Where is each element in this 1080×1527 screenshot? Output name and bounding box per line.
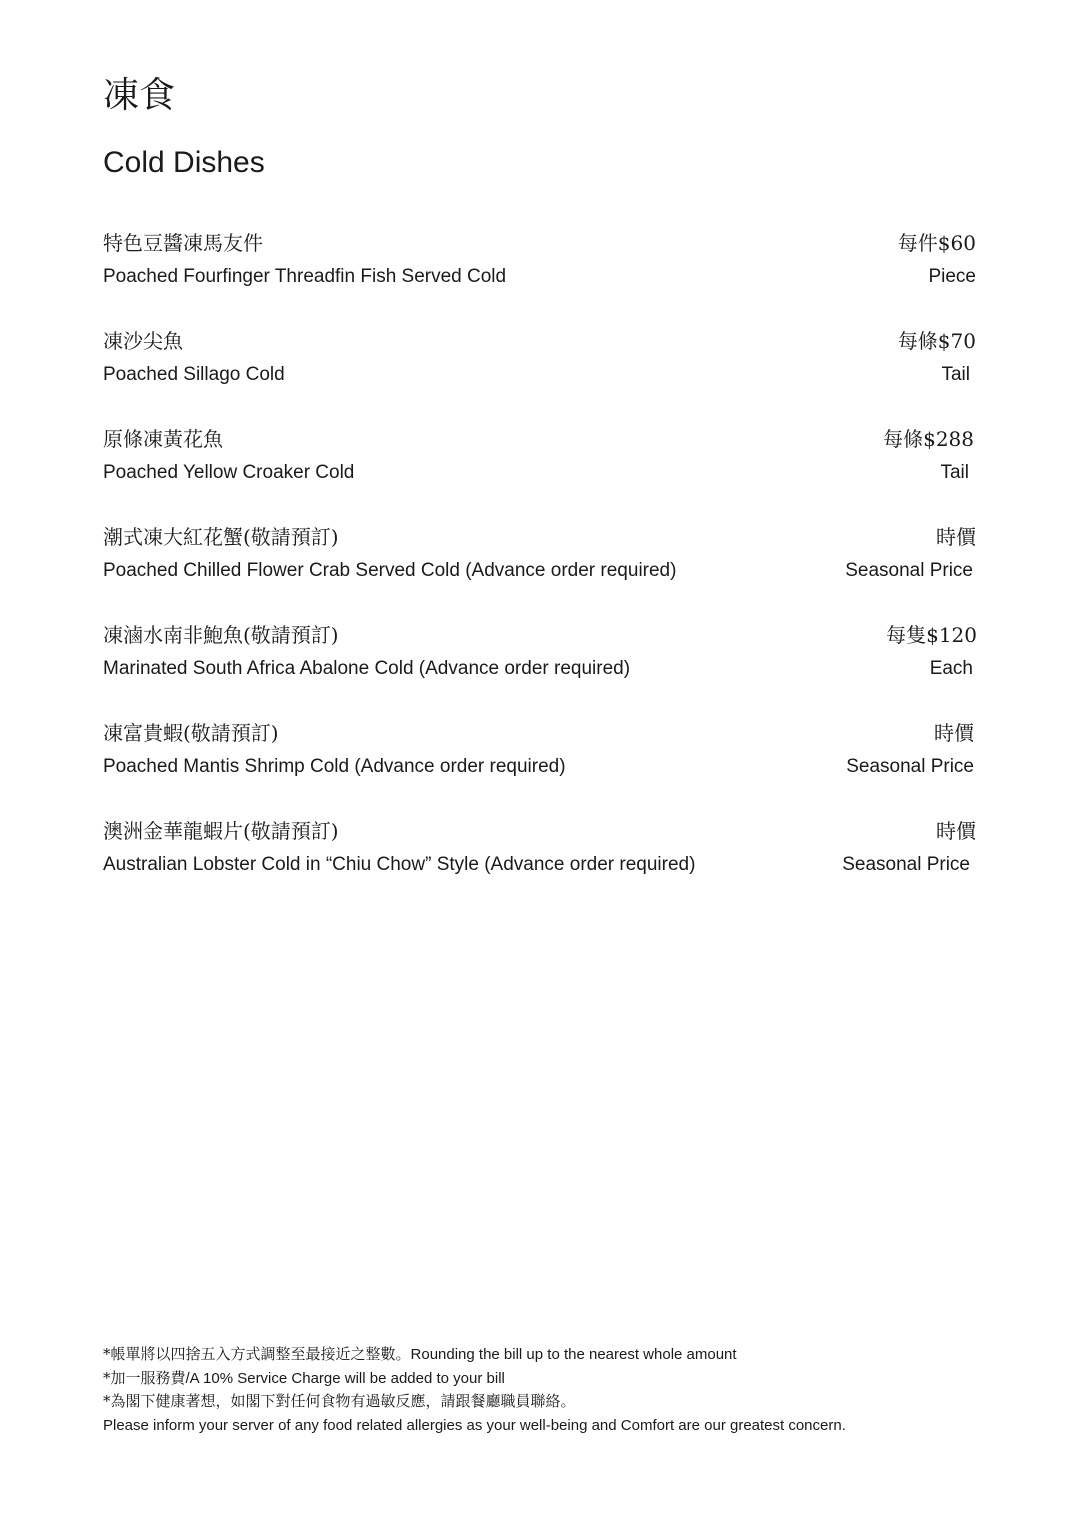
dish-price-unit: Tail bbox=[940, 462, 969, 483]
footer-notes bbox=[103, 1343, 983, 1437]
dish-name-english: Poached Fourfinger Threadfin Fish Served Cold bbox=[103, 266, 507, 287]
dish-price-unit: Tail bbox=[941, 364, 970, 385]
service-charge-chinese: *加一服務費 bbox=[103, 1368, 186, 1387]
dish-price-unit: Each bbox=[929, 658, 973, 679]
rounding-note-english: Rounding the bill up to the nearest whole amount bbox=[410, 1346, 737, 1363]
page-title-chinese: 凍食 bbox=[103, 75, 176, 116]
dish-name-chinese: 特色豆醬凍馬友件 bbox=[103, 231, 263, 255]
rounding-note bbox=[103, 1343, 983, 1367]
dish-name-english: Marinated South Africa Abalone Cold (Advance order required) bbox=[103, 658, 631, 679]
dish-price-chinese: 每條$70 bbox=[897, 329, 976, 353]
rounding-note-chinese: *帳單將以四捨五入方式調整至最接近之整數。 bbox=[103, 1345, 411, 1363]
allergy-note-english: Please inform your server of any food related allergies as your well-being and Comfort are our greatest concern. bbox=[103, 1416, 846, 1434]
dish-name-english: Poached Mantis Shrimp Cold (Advance order required) bbox=[103, 756, 566, 777]
dish-name-chinese: 凍沙尖魚 bbox=[103, 329, 183, 353]
page-title-english: Cold Dishes bbox=[103, 146, 265, 179]
menu-item bbox=[103, 620, 978, 718]
dish-name-chinese: 凍滷水南非鮑魚(敬請預訂) bbox=[103, 623, 339, 647]
dish-name-english: Australian Lobster Cold in “Chiu Chow” Style (Advance order required) bbox=[103, 854, 696, 875]
menu-item bbox=[103, 424, 978, 522]
menu-item-list bbox=[103, 228, 978, 914]
dish-name-chinese: 澳洲金華龍蝦片(敬請預訂) bbox=[103, 819, 339, 843]
menu-item bbox=[103, 326, 978, 424]
dish-name-english: Poached Yellow Croaker Cold bbox=[103, 462, 355, 483]
allergy-note-chinese: *為閣下健康著想，如閣下對任何食物有過敏反應，請跟餐廳職員聯絡。 bbox=[103, 1392, 576, 1410]
dish-price-chinese: 每件$60 bbox=[897, 231, 976, 255]
dish-name-english: Poached Sillago Cold bbox=[103, 364, 285, 385]
dish-name-chinese: 潮式凍大紅花蟹(敬請預訂) bbox=[103, 525, 339, 549]
dish-price-unit: Seasonal Price bbox=[846, 756, 974, 777]
dish-name-english: Poached Chilled Flower Crab Served Cold (Advance order required) bbox=[103, 560, 677, 581]
dish-price-unit: Seasonal Price bbox=[842, 854, 970, 875]
menu-item bbox=[103, 228, 978, 326]
dish-price-unit: Piece bbox=[928, 266, 976, 287]
dish-price-unit: Seasonal Price bbox=[845, 560, 973, 581]
dish-price-chinese: 時價 bbox=[936, 819, 976, 843]
dish-price-chinese: 時價 bbox=[936, 525, 976, 549]
menu-item bbox=[103, 718, 978, 816]
menu-item bbox=[103, 522, 978, 620]
dish-name-chinese: 凍富貴蝦(敬請預訂) bbox=[103, 721, 279, 745]
dish-price-chinese: 每隻$120 bbox=[886, 623, 977, 647]
menu-item bbox=[103, 816, 978, 914]
service-charge-note bbox=[103, 1367, 983, 1391]
dish-price-chinese: 時價 bbox=[934, 721, 974, 745]
dish-price-chinese: 每條$288 bbox=[883, 427, 974, 451]
dish-name-chinese: 原條凍黃花魚 bbox=[103, 427, 223, 451]
service-charge-english: /A 10% Service Charge will be added to your bill bbox=[185, 1369, 505, 1387]
